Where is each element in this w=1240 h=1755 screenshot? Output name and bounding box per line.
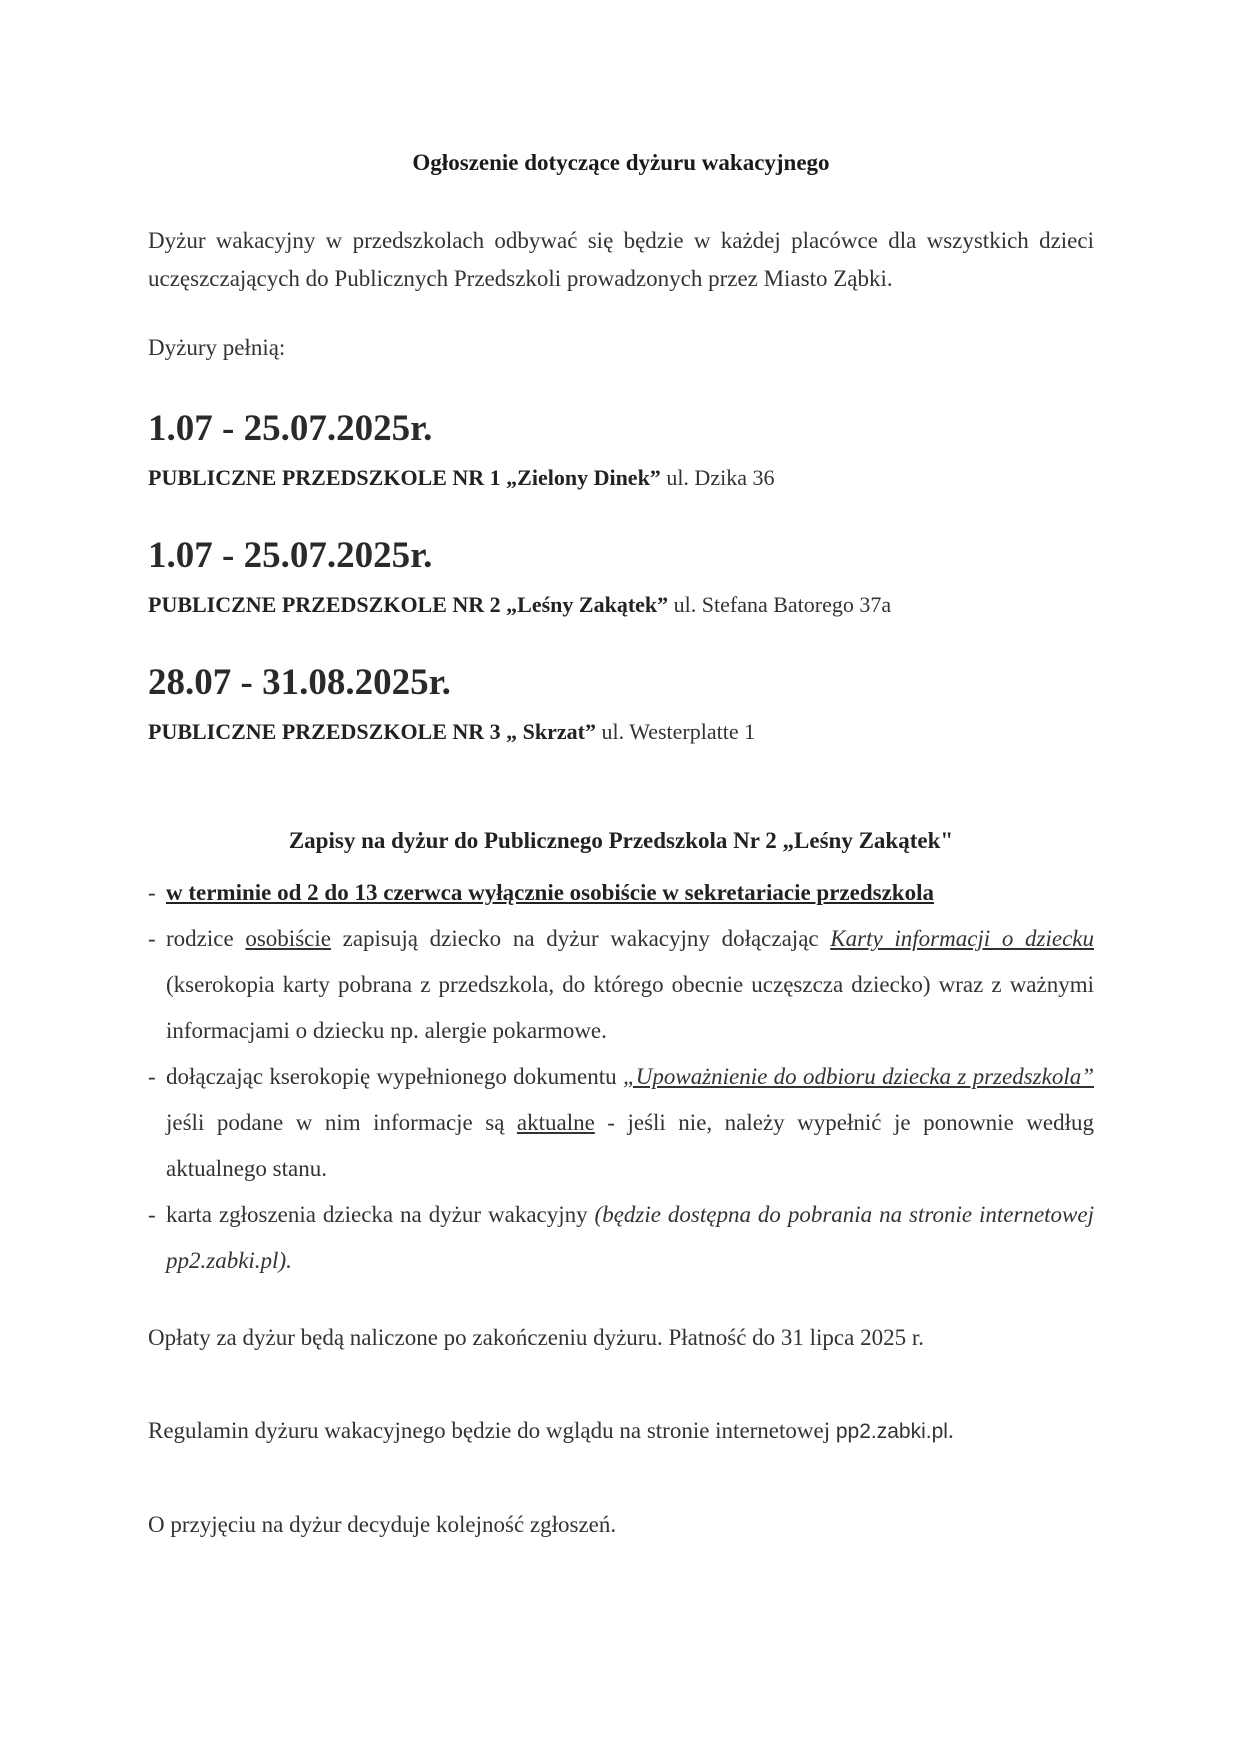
duty-date-1: 1.07 - 25.07.2025r. [148, 408, 433, 449]
registration-term: w terminie od 2 do 13 czerwca wyłącznie osobiście w sekretariacie przedszkola [166, 880, 934, 905]
document-title: Ogłoszenie dotyczące dyżuru wakacyjnego [412, 150, 830, 175]
emphasis-current: aktualne [516, 1110, 595, 1135]
emphasis-personally: osobiście [245, 926, 331, 951]
item-text: rodzice [166, 926, 246, 951]
school-address-3: ul. Westerplatte 1 [596, 719, 756, 744]
list-dash: - [148, 926, 156, 951]
school-name-3: PUBLICZNE PRZEDSZKOLE NR 3 „ Skrzat” [148, 719, 597, 744]
duty-date-3: 28.07 - 31.08.2025r. [148, 662, 451, 703]
school-address-2: ul. Stefana Batorego 37a [668, 592, 892, 617]
duty-date-2: 1.07 - 25.07.2025r. [148, 535, 433, 576]
item-text: zapisują dziecko na dyżur wakacyjny dołączając [330, 926, 831, 951]
list-dash: - [148, 1202, 156, 1227]
fees-paragraph: Opłaty za dyżur będą naliczone po zakończeniu dyżuru. Płatność do 31 lipca 2025 r. [148, 1325, 924, 1350]
website-link[interactable]: pp2.zabki.pl [835, 1420, 948, 1443]
list-item [148, 1192, 1094, 1284]
list-item [148, 1054, 1094, 1192]
list-item [148, 916, 1094, 1054]
item-text: - jeśli nie, należy wypełnić je ponownie według aktualnego stanu. [166, 1110, 1094, 1181]
item-text: karta zgłoszenia dziecka na dyżur wakacyjny [166, 1202, 588, 1227]
item-text: dołączając kserokopię wypełnionego dokumentu [166, 1064, 623, 1089]
registration-list [148, 870, 1094, 1284]
item-text: jeśli podane w nim informacje są [166, 1110, 517, 1135]
child-info-card-link[interactable]: Karty informacji o dziecku [830, 926, 1095, 951]
duty-school-3 [148, 717, 1094, 747]
school-address-1: ul. Dzika 36 [660, 465, 775, 490]
list-item [148, 870, 1094, 916]
pickup-authorization-link[interactable]: „Upoważnienie do odbioru dziecka z przedszkola” [622, 1064, 1094, 1089]
item-note: (będzie dostępna do pobrania na stronie internetowej pp2.zabki.pl). [166, 1202, 1094, 1273]
duty-school-1 [148, 463, 1094, 493]
rules-paragraph [148, 1418, 1094, 1444]
intro-paragraph: Dyżur wakacyjny w przedszkolach odbywać się będzie w każdej placówce dla wszystkich dzieci uczęszczających do Publicznych Przedszkoli prowadzonych przez Miasto Ząbki. [148, 228, 1094, 291]
school-name-1: PUBLICZNE PRZEDSZKOLE NR 1 „Zielony Dinek” [148, 465, 661, 490]
duty-label: Dyżury pełnią: [148, 335, 286, 360]
list-dash: - [148, 880, 156, 905]
rules-end: . [947, 1418, 954, 1443]
school-name-2: PUBLICZNE PRZEDSZKOLE NR 2 „Leśny Zakątek” [148, 592, 669, 617]
registration-heading: Zapisy na dyżur do Publicznego Przedszkola Nr 2 „Leśny Zakątek" [288, 828, 954, 853]
duty-school-2 [148, 590, 1094, 620]
admission-paragraph: O przyjęciu na dyżur decyduje kolejność zgłoszeń. [148, 1512, 617, 1537]
item-text: (kserokopia karty pobrana z przedszkola, do którego obecnie uczęszcza dziecko) wraz z ważnymi informacjami o dziecku np. alergie pokarmowe. [166, 972, 1094, 1043]
rules-text: Regulamin dyżuru wakacyjnego będzie do wglądu na stronie internetowej [148, 1418, 836, 1443]
list-dash: - [148, 1064, 156, 1089]
